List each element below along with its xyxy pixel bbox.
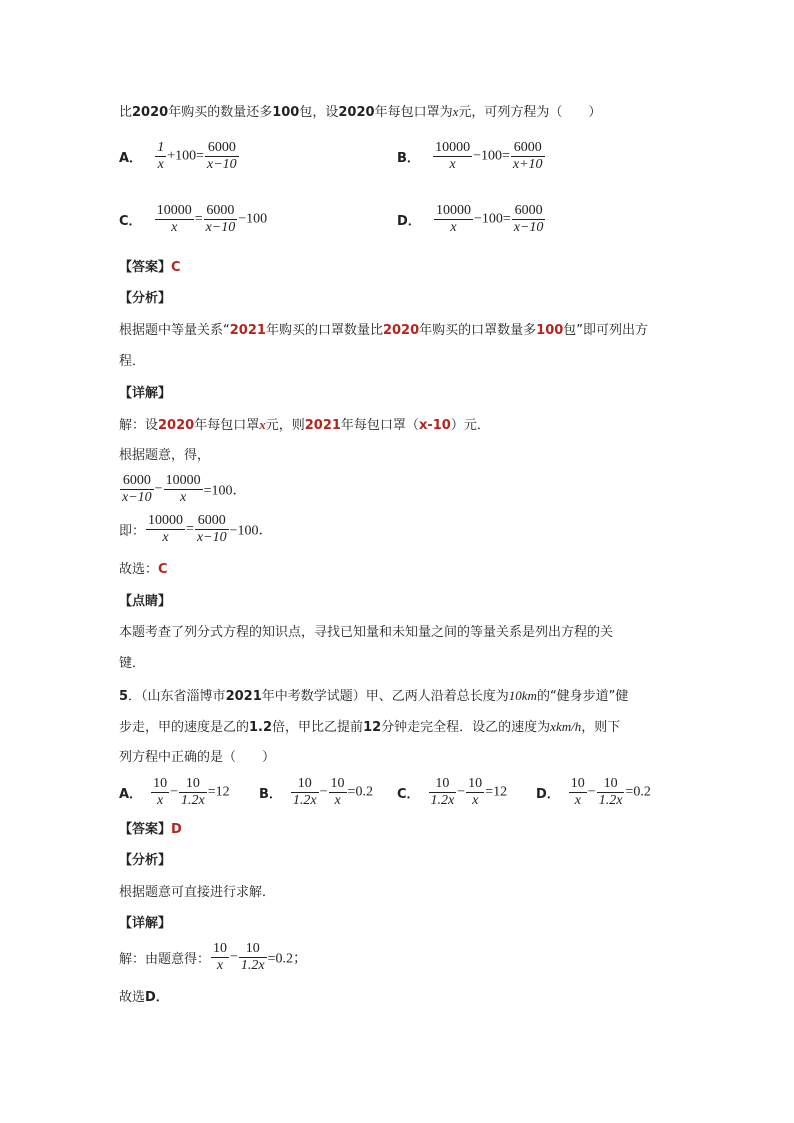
fraction: $\frac{10000}{x}$ [148,513,184,545]
option-label: A． [119,151,143,166]
q5-option-d: D． $\frac{10}{x}$ − $\frac{10}{1.2x}$ =0.2 [536,776,651,808]
q4-review-tag: 【点睛】 [119,594,172,609]
q4-choose: 故选：C [119,562,168,577]
q5-analysis: 根据题意可直接进行求解． [119,885,276,900]
q4-option-b: B． $\frac{10000}{x}$ −100= $\frac{6000}{x+10}$ [397,140,543,172]
fraction: $\frac{6000}{x-10}$ [196,513,227,545]
q5-answer: 【答案】D [119,822,182,837]
fraction: $\frac{6000}{x+10}$ [512,140,543,172]
fraction: $\frac{10000}{x}$ [435,140,471,172]
q4-option-d: D． $\frac{10000}{x}$ −100= $\frac{6000}{x-10}$ [397,203,544,235]
q5-choose: 故选D． [119,990,169,1005]
q4-analysis-line1: 根据题中等量关系“2021年购买的口罩数量比2020年购买的口罩数量多100包”即可列出方 [119,323,649,338]
q5-option-a: A． $\frac{10}{x}$ − $\frac{10}{1.2x}$ =12 [119,776,230,808]
variable: x [452,104,459,119]
stem-text: 包，设 [299,105,339,120]
fraction: $\frac{6000}{x-10}$ [205,203,236,235]
q4-detail-line1: 解：设2020年每包口罩x元，则2021年每包口罩（x-10）元． [119,417,490,433]
fraction: $\frac{6000}{x-10}$ [207,140,237,172]
q4-option-c: C． $\frac{10000}{x}$ = $\frac{6000}{x-10}$ −100 [119,203,268,235]
q5-stem-line1: 5．（山东省淄博市2021年中考数学试题）甲、乙两人沿着总长度为10km的“健身步道”健 [119,688,629,704]
q5-detail-equation: 解：由题意得： $\frac{10}{x}$ − $\frac{10}{1.2x}$ =0.2； [119,941,308,973]
q4-detail-tag: 【详解】 [119,386,172,401]
q4-equation-2: 即： $\frac{10000}{x}$ = $\frac{6000}{x-10}$ −100． [119,513,273,545]
q4-answer [119,260,181,276]
q5-option-b: B． $\frac{10}{1.2x}$ − $\frac{10}{x}$ =0.2 [259,776,373,808]
q4-review-line1: 本题考查了列分式方程的知识点，寻找已知量和未知量之间的等量关系是列出方程的关 [119,625,614,640]
year: 2020 [132,105,169,120]
q5-stem-line3: 列方程中正确的是（ ） [119,750,276,765]
answer-value: C [171,260,181,275]
q5-detail-tag: 【详解】 [119,916,172,931]
q4-analysis-line2: 程． [119,354,146,369]
stem-text: 元，可列方程为（ ） [458,105,602,120]
year: 2020 [338,105,375,120]
stem-text: 年购买的数量还多 [168,105,273,120]
q4-option-a: A． $\frac{1}{x}$ +100= $\frac{6000}{x-10}$ [119,140,237,172]
fraction: $\frac{6000}{x-10}$ [122,473,152,505]
answer-tag: 【答案】 [119,260,172,275]
option-label: C． [119,214,142,229]
q4-detail-line2: 根据题意，得， [119,448,211,463]
option-label: D． [397,214,421,229]
fraction: $\frac{10000}{x}$ [156,203,192,235]
q4-review-line2: 键． [119,656,146,671]
number: 100 [272,105,300,120]
fraction: $\frac{10000}{x}$ [165,473,201,505]
fraction: $\frac{10000}{x}$ [435,203,471,235]
q5-option-c: C． $\frac{10}{1.2x}$ − $\frac{10}{x}$ =12 [397,776,508,808]
q4-analysis-tag: 【分析】 [119,291,172,306]
q4-stem [119,104,601,121]
stem-text: 比 [119,105,133,120]
stem-text: 年每包口罩为 [374,105,453,120]
q5-stem-line2: 步走，甲的速度是乙的1.2倍，甲比乙提前12分钟走完全程．设乙的速度为xkm/h，则下 [119,719,621,735]
fraction: $\frac{6000}{x-10}$ [513,203,544,235]
q5-analysis-tag: 【分析】 [119,853,172,868]
option-label: B． [397,151,420,166]
fraction: $\frac{1}{x}$ [157,140,165,172]
q4-equation-1: $\frac{6000}{x-10}$ − $\frac{10000}{x}$ =100． [122,473,247,505]
